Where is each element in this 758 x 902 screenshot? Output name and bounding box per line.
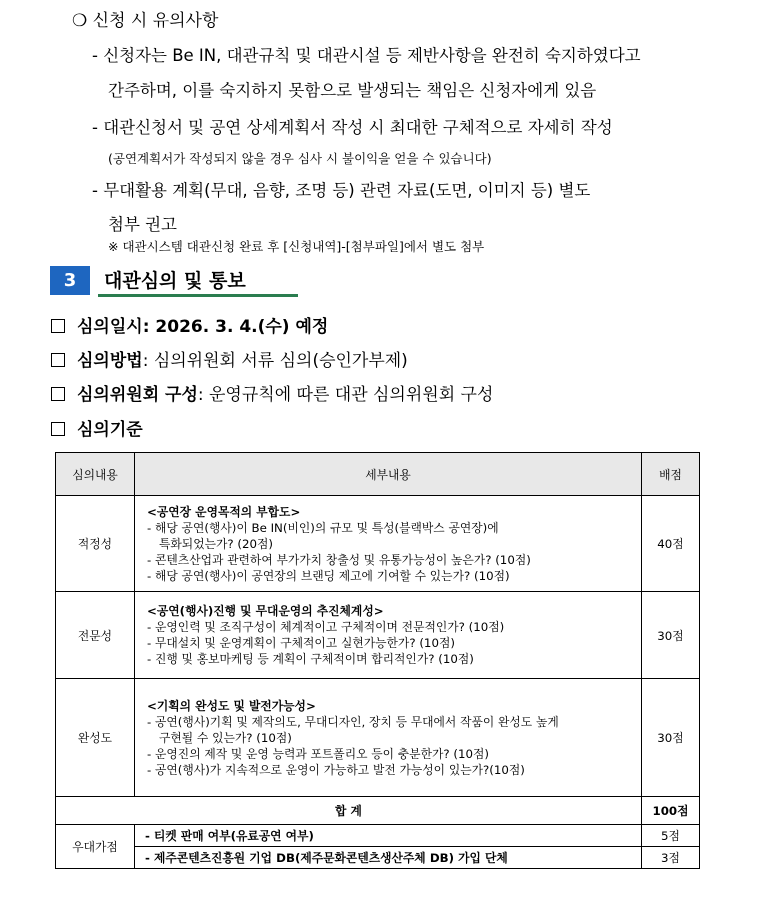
row-detail-line: - 운영진의 제작 및 운영 능력과 포트폴리오 등이 충분한가? (10점) — [147, 746, 489, 761]
section-number-badge: 3 — [50, 266, 90, 295]
total-score: 100점 — [642, 797, 700, 825]
row-detail-line: - 공연(행사)기획 및 제작의도, 무대디자인, 장치 등 무대에서 작품이 완성도 높게 — [147, 714, 559, 729]
row-detail — [135, 679, 642, 797]
preference-item-score: 3점 — [642, 847, 700, 869]
check-item-committee: 심의위원회 구성: 운영규칙에 따른 대관 심의위원회 구성 — [51, 380, 493, 405]
check-item-criteria: 심의기준 — [51, 415, 143, 440]
row-detail-title: <공연장 운영목적의 부합도> — [147, 504, 301, 519]
row-detail-line: 구현될 수 있는가? (10점) — [159, 730, 292, 745]
preference-item-label: - 제주콘텐츠진흥원 기업 DB(제주문화콘텐츠생산주체 DB) 가입 단체 — [135, 847, 642, 869]
table-row — [56, 496, 700, 592]
row-category: 적정성 — [56, 496, 135, 592]
notice-item-2-line-1: - 대관신청서 및 공연 상세계획서 작성 시 최대한 구체적으로 자세히 작성 — [92, 118, 613, 137]
preference-item-label: - 티켓 판매 여부(유료공연 여부) — [135, 825, 642, 847]
total-row — [56, 797, 700, 825]
preference-row — [56, 825, 700, 847]
criteria-table — [55, 452, 700, 869]
row-detail-line: - 공연(행사)가 지속적으로 운영이 가능하고 발전 가능성이 있는가?(10점) — [147, 762, 525, 777]
row-detail-title: <공연(행사)진행 및 무대운영의 추진체계성> — [147, 604, 384, 618]
notice-item-1-line-1: - 신청자는 Be IN, 대관규칙 및 대관시설 등 제반사항을 완전히 숙지하였다고 — [92, 46, 641, 65]
checkbox-icon — [51, 387, 65, 401]
row-detail-line: 특화되었는가? (20점) — [159, 536, 273, 551]
row-score: 30점 — [642, 592, 700, 679]
row-category: 전문성 — [56, 592, 135, 679]
header-detail: 세부내용 — [135, 453, 642, 496]
row-detail — [135, 496, 642, 592]
table-row — [56, 592, 700, 679]
row-detail-line: - 해당 공연(행사)이 Be IN(비인)의 규모 및 특성(블랙박스 공연장)에 — [147, 520, 499, 535]
notice-item-3-line-1: - 무대활용 계획(무대, 음향, 조명 등) 관련 자료(도면, 이미지 등) 별도 — [92, 181, 591, 200]
notice-item-1-line-2: 간주하며, 이를 숙지하지 못함으로 발생되는 책임은 신청자에게 있음 — [108, 81, 597, 100]
row-detail-line: - 해당 공연(행사)이 공연장의 브랜딩 제고에 기여할 수 있는가? (10점) — [147, 568, 510, 583]
row-category: 완성도 — [56, 679, 135, 797]
check-item-method: 심의방법: 심의위원회 서류 심의(승인가부제) — [51, 346, 408, 371]
row-detail-title: <기획의 완성도 및 발전가능성> — [147, 698, 316, 713]
checkbox-icon — [51, 353, 65, 367]
row-detail-line: - 콘텐츠산업과 관련하여 부가가치 창출성 및 유통가능성이 높은가? (10점) — [147, 552, 531, 567]
row-detail — [135, 592, 642, 679]
table-header-row — [56, 453, 700, 496]
total-label: 합 계 — [56, 797, 642, 825]
row-detail-line: - 무대설치 및 운영계획이 구체적이고 실현가능한가? (10점) — [147, 636, 455, 650]
row-detail-line: - 운영인력 및 조직구성이 체계적이고 구체적이며 전문적인가? (10점) — [147, 620, 505, 634]
notice-item-2-sub: (공연계획서가 작성되지 않을 경우 심사 시 불이익을 얻을 수 있습니다) — [108, 151, 492, 166]
notice-item-3-line-2: 첨부 권고 — [108, 215, 178, 234]
preference-category: 우대가점 — [56, 825, 135, 869]
table-row — [56, 679, 700, 797]
checkbox-icon — [51, 422, 65, 436]
row-score: 30점 — [642, 679, 700, 797]
notice-item-3-sub: ※ 대관시스템 대관신청 완료 후 [신청내역]-[첨부파일]에서 별도 첨부 — [108, 239, 485, 254]
header-category: 심의내용 — [56, 453, 135, 496]
section-title-underline — [98, 294, 298, 297]
notice-heading: ❍ 신청 시 유의사항 — [72, 11, 219, 31]
row-score: 40점 — [642, 496, 700, 592]
header-score: 배점 — [642, 453, 700, 496]
preference-item-score: 5점 — [642, 825, 700, 847]
preference-row — [56, 847, 700, 869]
row-detail-line: - 진행 및 홍보마케팅 등 계획이 구체적이며 합리적인가? (10점) — [147, 652, 474, 666]
section-title: 대관심의 및 통보 — [104, 270, 246, 292]
check-item-date: 심의일시: 2026. 3. 4.(수) 예정 — [51, 312, 328, 337]
checkbox-icon — [51, 319, 65, 333]
